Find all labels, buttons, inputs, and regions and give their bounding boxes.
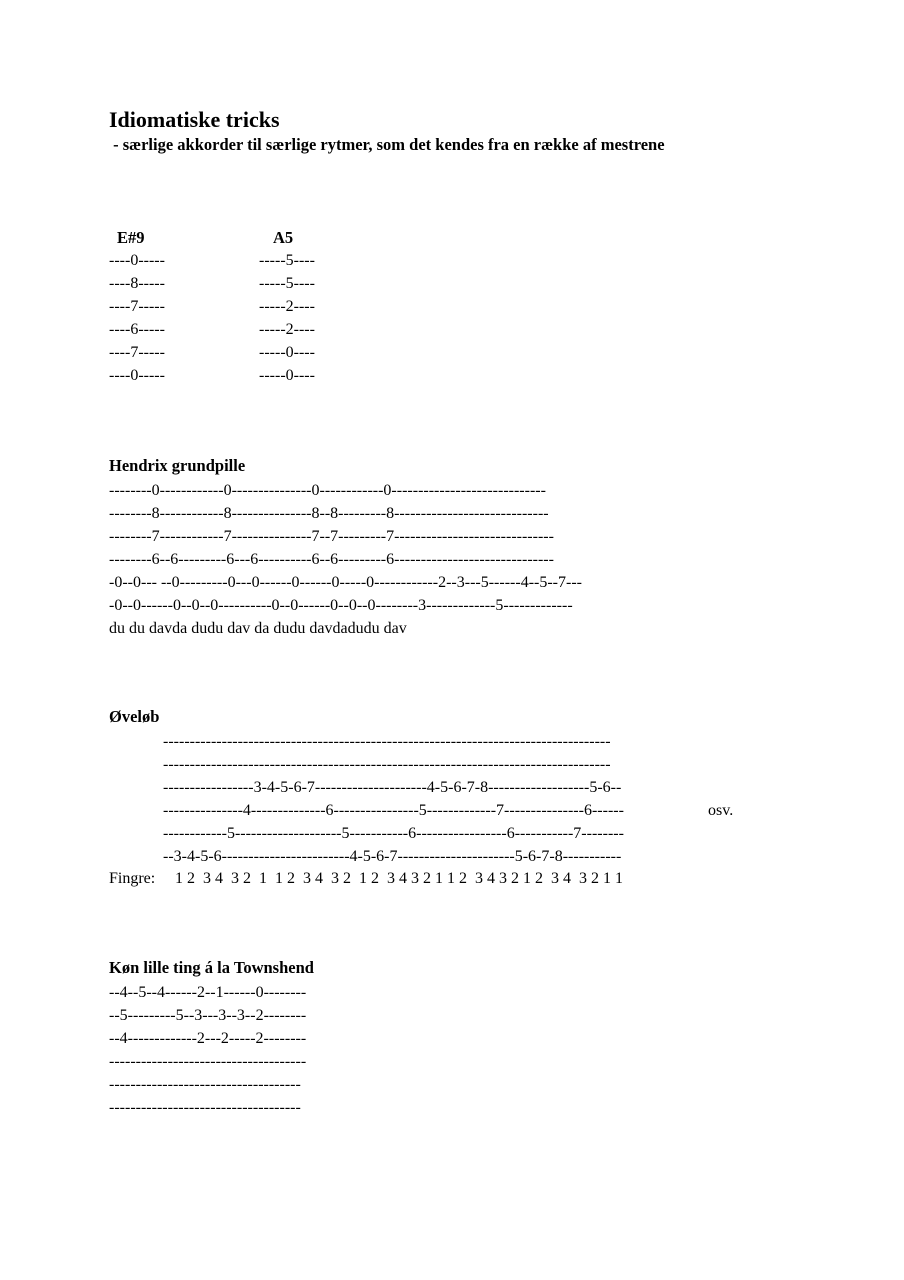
chord-a5-string: -----0----: [259, 344, 315, 361]
ovelob-tab-line: ------------------------------------------------------------------------------------: [163, 733, 611, 750]
ovelob-tab-line: -----------------3-4-5-6-7---------------------4-5-6-7-8-------------------5-6--: [163, 779, 622, 796]
townshend-tab-line: ------------------------------------: [109, 1076, 301, 1093]
ovelob-suffix: osv.: [708, 802, 734, 819]
chord-e9-string: ----6-----: [109, 321, 165, 338]
chord-e9-string: ----8-----: [109, 275, 165, 292]
chord-e9-string: ----7-----: [109, 298, 165, 315]
chord-e9-string: ----0-----: [109, 252, 165, 269]
page-subtitle: - særlige akkorder til særlige rytmer, som det kendes fra en række af mestrene: [109, 135, 665, 154]
ovelob-heading: Øveløb: [109, 707, 160, 726]
hendrix-tab-line: --------7------------7---------------7--7---------7------------------------------: [109, 528, 554, 545]
chord-a5-string: -----2----: [259, 298, 315, 315]
chord-e9-string: ----7-----: [109, 344, 165, 361]
hendrix-tab-line: -0--0--- --0---------0---0------0------0-----0------------2--3---5------4--5--7---: [109, 574, 582, 591]
hendrix-tab-line: --------6--6---------6---6----------6--6---------6------------------------------: [109, 551, 554, 568]
chord-a5-string: -----5----: [259, 275, 315, 292]
chord-name-e9: E#9: [117, 228, 145, 247]
chord-name-a5: A5: [273, 228, 294, 247]
townshend-tab-line: --4--5--4------2--1------0--------: [109, 984, 307, 1001]
hendrix-tab-line: --------0------------0---------------0------------0-----------------------------: [109, 482, 546, 499]
townshend-tab-line: ------------------------------------: [109, 1099, 301, 1116]
townshend-tab-line: --4-------------2---2-----2--------: [109, 1030, 307, 1047]
page-title: Idiomatiske tricks: [109, 107, 280, 132]
chord-e9-string: ----0-----: [109, 367, 165, 384]
ovelob-tab-line: ------------------------------------------------------------------------------------: [163, 756, 611, 773]
hendrix-tab-line: --------8------------8---------------8--8---------8-----------------------------: [109, 505, 549, 522]
ovelob-tab-line: ------------5--------------------5-----------6-----------------6-----------7--------: [163, 825, 624, 842]
ovelob-fingers: 1 2 3 4 3 2 1 1 2 3 4 3 2 1 2 3 4 3 2 1 1 2 3 4 3 2 1 2 3 4 3 2 1 1: [175, 870, 623, 887]
townshend-tab-line: -------------------------------------: [109, 1053, 307, 1070]
chord-a5-string: -----0----: [259, 367, 315, 384]
townshend-heading: Køn lille ting á la Townshend: [109, 958, 314, 977]
hendrix-tab-line: -0--0------0--0--0----------0--0------0--0--0--------3-------------5-------------: [109, 597, 573, 614]
ovelob-tab-line: --3-4-5-6------------------------4-5-6-7----------------------5-6-7-8-----------: [163, 848, 622, 865]
chord-a5-string: -----2----: [259, 321, 315, 338]
chord-a5-string: -----5----: [259, 252, 315, 269]
ovelob-tab-line: ---------------4--------------6----------------5-------------7---------------6------: [163, 802, 624, 819]
townshend-tab-line: --5---------5--3---3--3--2--------: [109, 1007, 307, 1024]
ovelob-fingers-label: Fingre:: [109, 870, 156, 887]
hendrix-lyrics: du du davda dudu dav da dudu davdadudu dav: [109, 620, 407, 637]
hendrix-heading: Hendrix grundpille: [109, 456, 246, 475]
